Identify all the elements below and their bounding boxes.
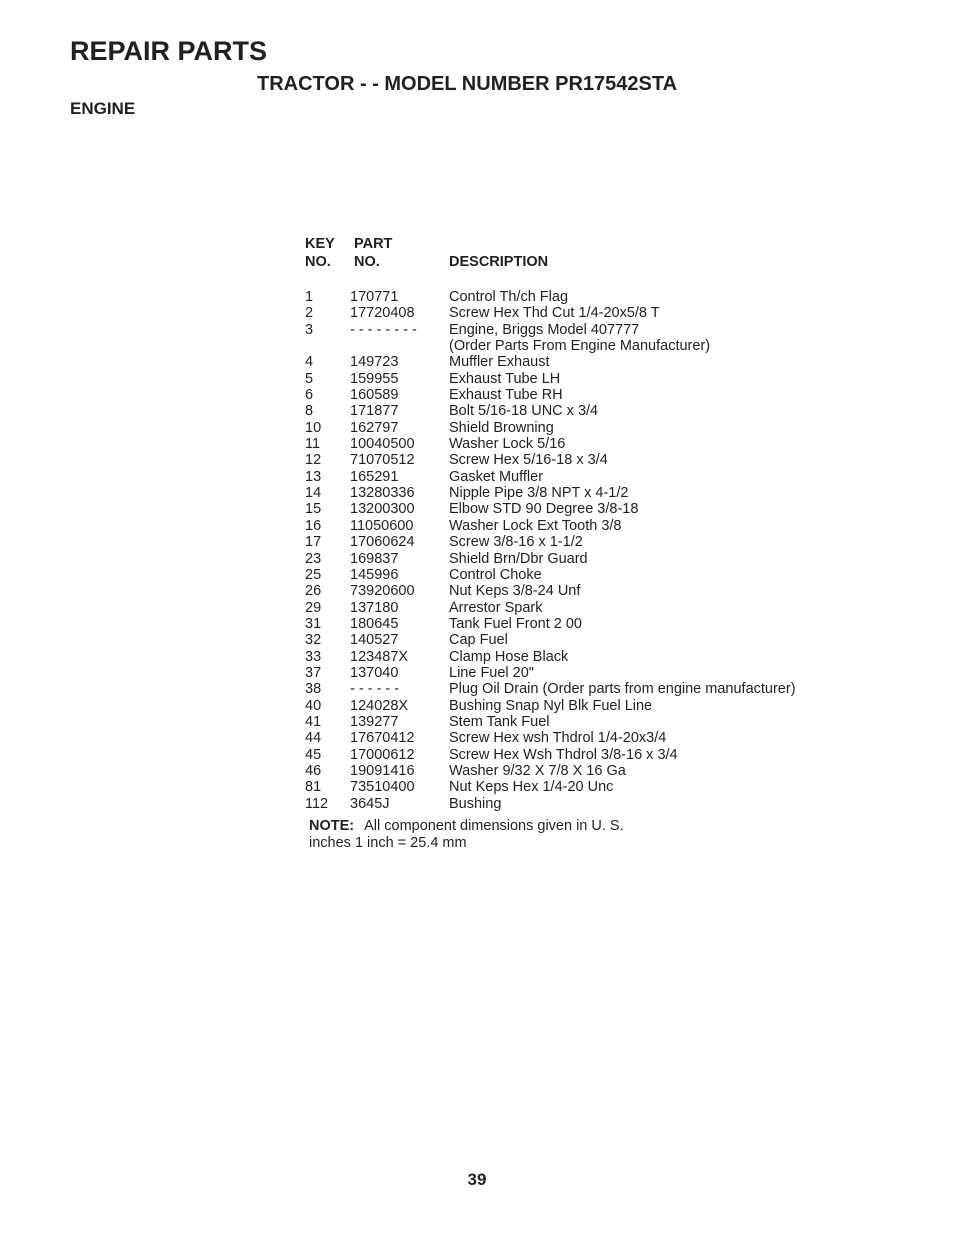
key-cell: 40 bbox=[305, 697, 322, 714]
part-number-cell: 19091416 bbox=[350, 762, 415, 779]
description-cell: (Order Parts From Engine Manufacturer) bbox=[449, 338, 711, 355]
part-number-cell: 137040 bbox=[350, 664, 399, 681]
description-cell: Tank Fuel Front 2 00 bbox=[449, 615, 582, 632]
description-cell: Gasket Muffler bbox=[449, 468, 544, 485]
part-number-cell: 139277 bbox=[350, 713, 399, 730]
description-cell: Plug Oil Drain (Order parts from engine manufacturer) bbox=[449, 681, 796, 698]
key-cell: 12 bbox=[305, 452, 322, 469]
description-header: DESCRIPTION bbox=[449, 254, 549, 270]
key-header-line2: NO. bbox=[305, 254, 331, 270]
description-cell: Exhaust Tube LH bbox=[449, 370, 561, 387]
key-cell: 16 bbox=[305, 517, 322, 534]
description-cell: Engine, Briggs Model 407777 bbox=[449, 321, 640, 338]
description-cell: Washer Lock Ext Tooth 3/8 bbox=[449, 517, 622, 534]
key-cell: 15 bbox=[305, 501, 322, 518]
part-number-cell: 180645 bbox=[350, 615, 399, 632]
key-cell: 32 bbox=[305, 632, 322, 649]
part-number-cell: 159955 bbox=[350, 370, 399, 387]
part-number-cell: - - - - - - bbox=[350, 681, 400, 698]
key-cell: 8 bbox=[305, 403, 314, 420]
part-number-cell: 17000612 bbox=[350, 746, 415, 763]
description-cell: Elbow STD 90 Degree 3/8-18 bbox=[449, 501, 639, 518]
key-cell: 29 bbox=[305, 599, 322, 616]
key-cell: 25 bbox=[305, 566, 322, 583]
part-number-cell: 149723 bbox=[350, 354, 399, 371]
key-cell: 14 bbox=[305, 485, 322, 502]
key-cell: 37 bbox=[305, 664, 322, 681]
key-cell: 81 bbox=[305, 779, 322, 796]
description-cell: Stem Tank Fuel bbox=[449, 713, 550, 730]
part-number-cell: 73920600 bbox=[350, 583, 415, 600]
key-cell: 3 bbox=[305, 321, 314, 338]
part-number-cell: 10040500 bbox=[350, 436, 415, 453]
key-cell: 23 bbox=[305, 550, 322, 567]
part-header-line2: NO. bbox=[354, 254, 380, 270]
key-cell: 31 bbox=[305, 615, 322, 632]
part-number-cell: 11050600 bbox=[350, 517, 414, 534]
description-cell: Bushing bbox=[449, 795, 502, 812]
part-number-cell: 124028X bbox=[350, 697, 409, 714]
part-number-cell: 13200300 bbox=[350, 501, 415, 518]
part-number-cell: 160589 bbox=[350, 387, 399, 404]
key-cell: 4 bbox=[305, 354, 314, 371]
key-cell: 11 bbox=[305, 436, 321, 453]
part-number-cell: 145996 bbox=[350, 566, 399, 583]
section-heading: ENGINE bbox=[70, 99, 136, 118]
key-header-line1: KEY bbox=[305, 236, 335, 252]
description-cell: Bolt 5/16-18 UNC x 3/4 bbox=[449, 403, 599, 420]
part-number-cell: 17060624 bbox=[350, 534, 415, 551]
part-number-cell: 169837 bbox=[350, 550, 399, 567]
description-cell: Screw 3/8-16 x 1-1/2 bbox=[449, 534, 583, 551]
part-number-cell: 17720408 bbox=[350, 305, 415, 322]
description-cell: Cap Fuel bbox=[449, 632, 508, 649]
description-cell: Screw Hex wsh Thdrol 1/4-20x3/4 bbox=[449, 730, 667, 747]
note-label: NOTE: bbox=[309, 818, 355, 834]
description-cell: Washer 9/32 X 7/8 X 16 Ga bbox=[449, 762, 626, 779]
note-line-2: inches 1 inch = 25.4 mm bbox=[309, 834, 467, 851]
part-number-cell: 73510400 bbox=[350, 779, 415, 796]
page-title: REPAIR PARTS bbox=[70, 36, 268, 66]
part-number-cell: 13280336 bbox=[350, 485, 415, 502]
description-cell: Nut Keps Hex 1/4-20 Unc bbox=[449, 779, 614, 796]
key-cell: 26 bbox=[305, 583, 322, 600]
key-cell: 10 bbox=[305, 419, 322, 436]
key-cell: 33 bbox=[305, 648, 322, 665]
description-cell: Screw Hex Thd Cut 1/4-20x5/8 T bbox=[449, 305, 660, 322]
key-cell: 41 bbox=[305, 713, 322, 730]
key-cell: 1 bbox=[305, 289, 314, 305]
key-cell: 112 bbox=[305, 795, 329, 812]
part-number-cell: 162797 bbox=[350, 419, 399, 436]
key-cell: 5 bbox=[305, 370, 314, 387]
key-cell: 2 bbox=[305, 305, 314, 322]
description-cell: Shield Browning bbox=[449, 419, 554, 436]
part-number-cell: 140527 bbox=[350, 632, 399, 649]
key-cell: 45 bbox=[305, 746, 322, 763]
description-cell: Clamp Hose Black bbox=[449, 648, 569, 665]
part-number-cell: 171877 bbox=[350, 403, 399, 420]
description-cell: Nipple Pipe 3/8 NPT x 4-1/2 bbox=[449, 485, 629, 502]
key-cell: 44 bbox=[305, 730, 322, 747]
description-cell: Screw Hex Wsh Thdrol 3/8-16 x 3/4 bbox=[449, 746, 678, 763]
page-number: 39 bbox=[467, 1170, 487, 1189]
description-cell: Control Th/ch Flag bbox=[449, 289, 569, 305]
part-number-cell: 71070512 bbox=[350, 452, 415, 469]
part-number-cell: 17670412 bbox=[350, 730, 415, 747]
part-number-cell: 170771 bbox=[350, 289, 399, 305]
part-number-cell: - - - - - - - - bbox=[350, 321, 417, 338]
key-cell: 46 bbox=[305, 762, 322, 779]
key-cell: 38 bbox=[305, 681, 322, 698]
model-subtitle: TRACTOR - - MODEL NUMBER PR17542STA bbox=[257, 73, 678, 95]
description-cell: Line Fuel 20" bbox=[449, 664, 534, 681]
description-cell: Control Choke bbox=[449, 566, 542, 583]
description-cell: Arrestor Spark bbox=[449, 599, 543, 616]
note-line-1 bbox=[309, 818, 624, 835]
dimension-note bbox=[309, 818, 624, 851]
key-cell: 13 bbox=[305, 468, 322, 485]
description-cell: Bushing Snap Nyl Blk Fuel Line bbox=[449, 697, 653, 714]
part-number-cell: 137180 bbox=[350, 599, 399, 616]
part-number-cell: 3645J bbox=[350, 795, 390, 812]
description-cell: Screw Hex 5/16-18 x 3/4 bbox=[449, 452, 608, 469]
note-text: All component dimensions given in U. S. bbox=[364, 818, 624, 834]
part-number-cell: 165291 bbox=[350, 468, 399, 485]
description-cell: Exhaust Tube RH bbox=[449, 387, 563, 404]
key-cell: 17 bbox=[305, 534, 322, 551]
part-header-line1: PART bbox=[354, 236, 393, 252]
description-cell: Muffler Exhaust bbox=[449, 354, 550, 371]
description-cell: Washer Lock 5/16 bbox=[449, 436, 566, 453]
part-number-cell: 123487X bbox=[350, 648, 409, 665]
description-cell: Shield Brn/Dbr Guard bbox=[449, 550, 588, 567]
key-cell: 6 bbox=[305, 387, 314, 404]
description-cell: Nut Keps 3/8-24 Unf bbox=[449, 583, 581, 600]
